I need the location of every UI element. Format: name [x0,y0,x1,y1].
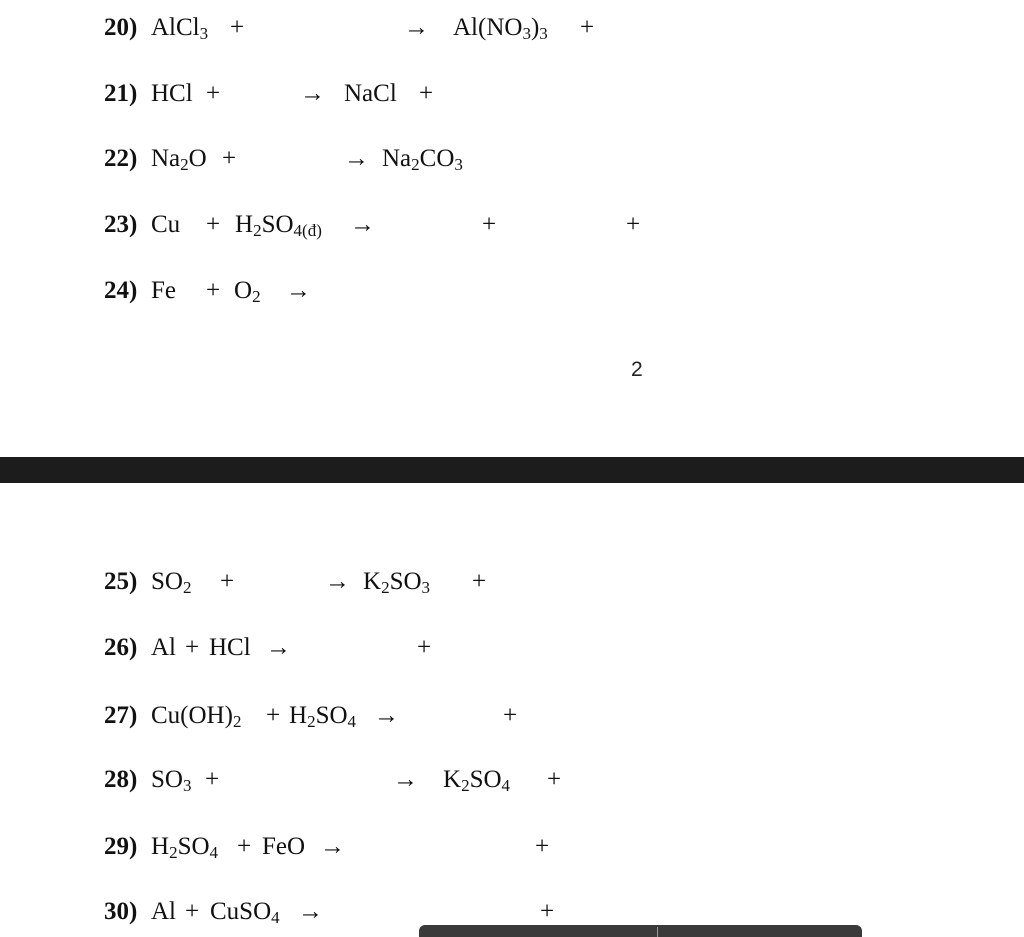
equation-25 [0,562,1024,602]
reactant-formula: $H_2SO_4$ [289,702,357,731]
reactant-formula: HCl [151,80,193,107]
equation-number: 27) [104,702,138,729]
equation-number: 22) [104,145,138,172]
equation-26 [0,628,1024,668]
plus-sign: + [206,80,221,107]
reactant-formula: Al [151,634,176,661]
document-page-bottom [0,483,1024,937]
plus-sign: + [419,80,434,107]
plus-sign: + [237,833,252,860]
reactant-formula: Fe [151,277,176,304]
plus-sign: + [230,14,245,41]
reactant-formula: $SO_2$ [151,568,192,597]
equation-29 [0,827,1024,867]
reactant-formula: FeO [262,833,306,860]
reactant-formula: $H_2SO_{4(đ)}$ [235,211,322,240]
plus-sign: + [206,211,221,238]
plus-sign: + [580,14,595,41]
equation-27 [0,696,1024,736]
scrollbar-thumb[interactable] [419,925,862,937]
document-page-top [0,0,1024,457]
reaction-arrow: → [393,766,418,793]
reactant-formula: CuSO$_4$ [210,898,280,927]
reaction-arrow: → [286,277,311,304]
plus-sign: + [220,568,235,595]
equation-28 [0,760,1024,800]
plus-sign: + [206,277,221,304]
reactant-formula: Al [151,898,176,925]
plus-sign: + [222,145,237,172]
equation-number: 30) [104,898,138,925]
reactant-formula: $O_2$ [234,277,261,306]
equation-22 [0,139,1024,179]
plus-sign: + [535,833,550,860]
reaction-arrow: → [404,14,429,41]
equation-23 [0,205,1024,245]
plus-sign: + [540,898,555,925]
reaction-arrow: → [374,702,399,729]
product-formula: $K_2SO_4$ [443,766,511,795]
reaction-arrow: → [266,634,291,661]
plus-sign: + [547,766,562,793]
equation-24 [0,271,1024,311]
plus-sign: + [417,634,432,661]
product-formula: $K_2SO_3$ [363,568,431,597]
reactant-formula: $SO_3$ [151,766,192,795]
equation-number: 28) [104,766,138,793]
plus-sign: + [185,898,200,925]
equation-number: 21) [104,80,138,107]
reaction-arrow: → [350,211,375,238]
plus-sign: + [482,211,497,238]
plus-sign: + [626,211,641,238]
reactant-formula: Cu [151,211,181,238]
equation-number: 24) [104,277,138,304]
reactant-formula: AlCl$_3$ [151,14,209,43]
reactant-formula: $Na_2O$ [151,145,207,174]
scrollbar-separator [657,927,658,937]
equation-number: 26) [104,634,138,661]
reaction-arrow: → [344,145,369,172]
equation-number: 29) [104,833,138,860]
plus-sign: + [266,702,281,729]
reactant-formula: $H_2SO_4$ [151,833,219,862]
equation-20 [0,8,1024,48]
equation-number: 20) [104,14,138,41]
plus-sign: + [185,634,200,661]
product-formula: NaCl [344,80,397,107]
plus-sign: + [205,766,220,793]
reactant-formula: HCl [209,634,251,661]
reaction-arrow: → [320,833,345,860]
plus-sign: + [503,702,518,729]
equation-number: 23) [104,211,138,238]
page-number: 2 [631,358,643,381]
page-divider [0,457,1024,483]
product-formula: $Na_2CO_3$ [382,145,463,174]
reaction-arrow: → [325,568,350,595]
equation-21 [0,74,1024,114]
plus-sign: + [472,568,487,595]
reactant-formula: $Cu(OH)_2$ [151,702,242,731]
product-formula: $Al(NO_3)_3$ [453,14,548,43]
reaction-arrow: → [300,80,325,107]
equation-number: 25) [104,568,138,595]
reaction-arrow: → [298,898,323,925]
